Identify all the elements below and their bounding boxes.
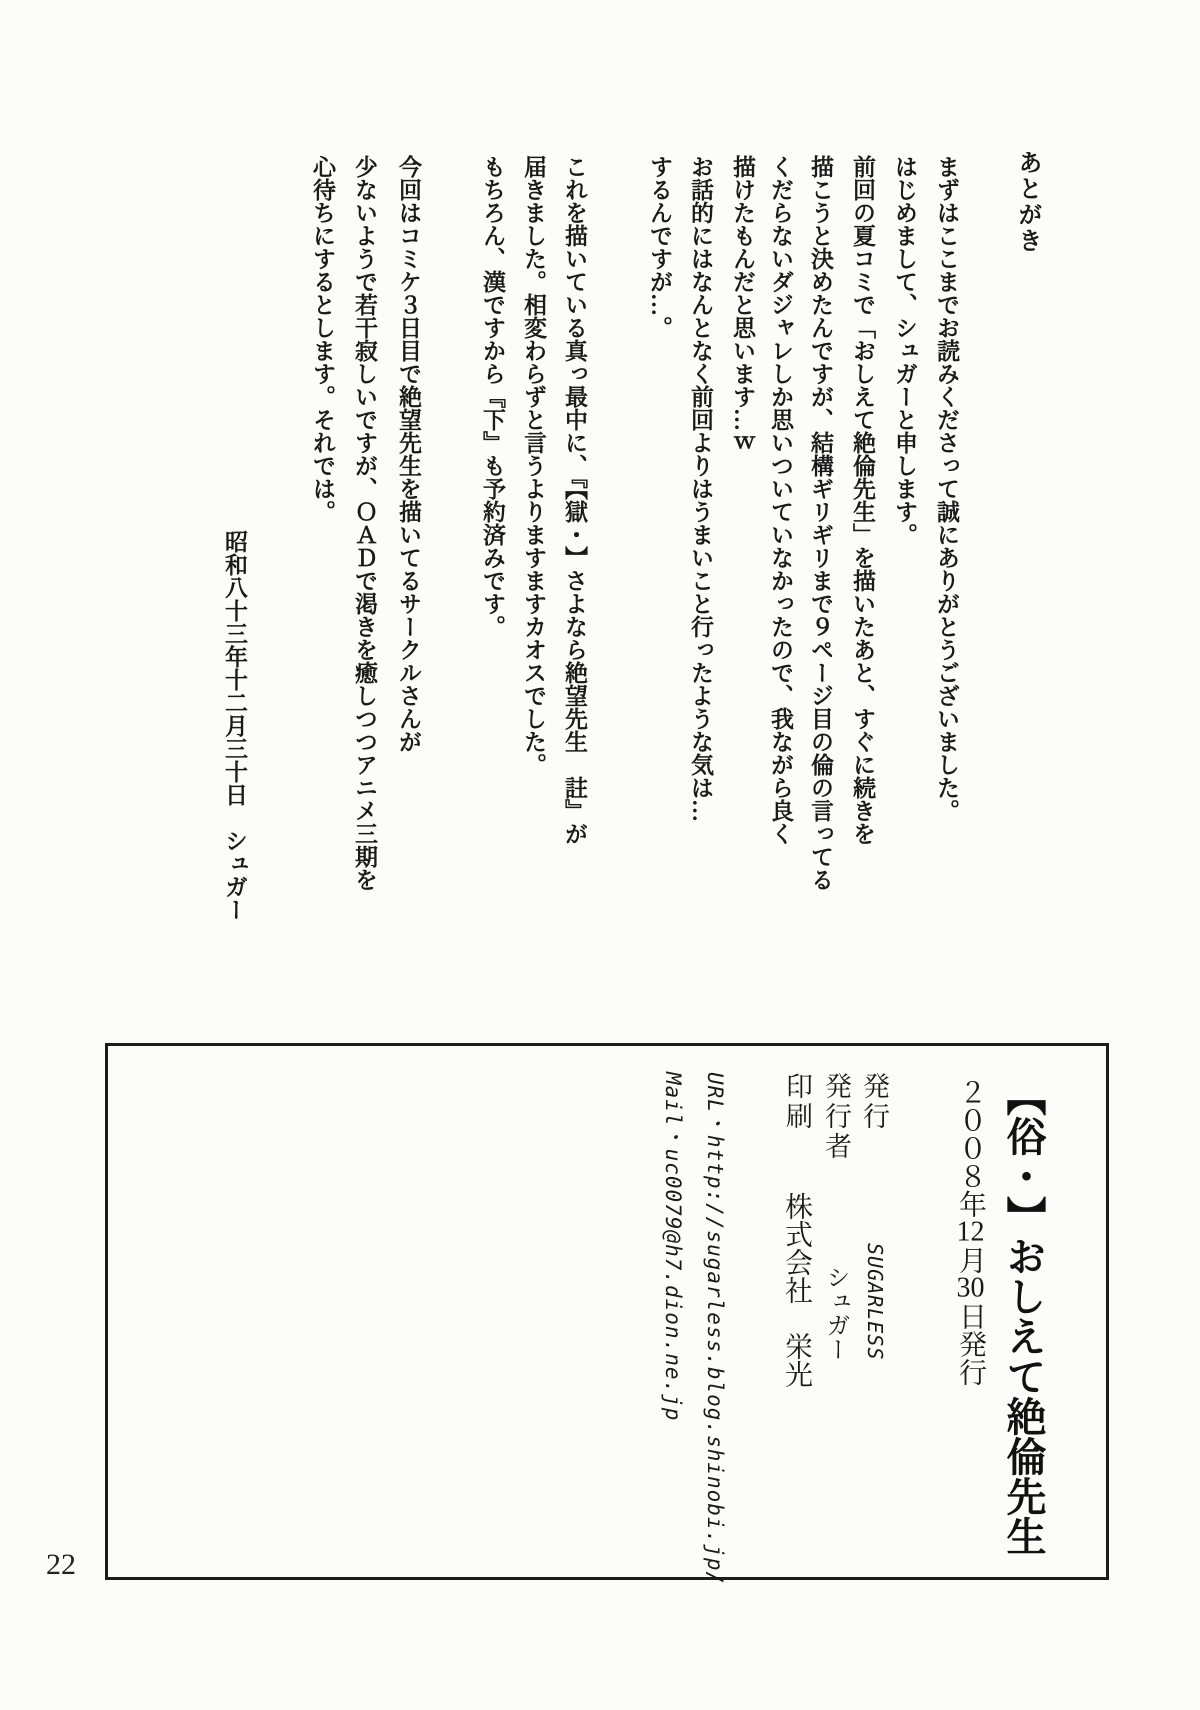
colophon-field-label: 印刷	[782, 1072, 812, 1132]
afterword-column: 今回はコミケ３日目で絶望先生を描いてるサークルさんが	[396, 155, 421, 753]
afterword-column: 心待ちにするとします。それでは。	[310, 155, 335, 523]
afterword-heading: あとがき	[1014, 150, 1040, 254]
afterword-column: これを描いている真っ最中に、『【獄・】さよなら絶望先生 註』が	[562, 155, 587, 845]
page-number: 22	[46, 1548, 76, 1581]
afterword-column: まずはここまでお読みくださって誠にありがとうございました。	[934, 155, 959, 822]
afterword-column: 描けたもんだと思います…ｗ	[730, 155, 755, 454]
afterword-column: はじめまして、シュガーと申します。	[892, 155, 917, 546]
afterword-column: 前回の夏コミで「おしえて絶倫先生」を描いたあと、すぐに続きを	[850, 155, 875, 845]
afterword-column: 描こうと決めたんですが、結構ギリギリまで９ページ目の倫の言ってる	[808, 155, 833, 891]
colophon-date: ２００８年12月30日発行	[955, 1078, 986, 1386]
colophon-field-label: 発行者	[821, 1072, 851, 1162]
afterword-column: お話的にはなんとなく前回よりはうまいこと行ったような気は…	[688, 155, 713, 822]
colophon-field-label: 発行	[859, 1072, 889, 1132]
colophon-mail: Mail・uc0079@h7.dion.ne.jp	[661, 1072, 685, 1422]
afterword-signature: 昭和八十三年十二月三十日 シュガー	[222, 530, 247, 921]
afterword-column: もちろん、漢ですから『下』も予約済みです。	[480, 155, 505, 638]
afterword-column: するんですが…。	[647, 155, 672, 339]
afterword-column: 届きました。相変わらずと言うよりますますカオスでした。	[521, 155, 546, 776]
afterword-column: 少ないようで若干寂しいですが、ＯＡＤで渇きを癒しつつアニメ三期を	[352, 155, 377, 891]
colophon-field-value: 株式会社 栄光	[781, 1192, 812, 1388]
colophon-url: URL・http://sugarless.blog.shinobi.jp/	[703, 1072, 727, 1586]
colophon-field-value: SUGARLESS	[863, 1243, 887, 1361]
colophon-title: 【俗・】おしえて絶倫先生	[1000, 1076, 1046, 1556]
afterword-column: くだらないダジャレしか思いついていなかったので、我ながら良く	[768, 155, 793, 845]
colophon-field-value: シュガー	[822, 1265, 848, 1361]
